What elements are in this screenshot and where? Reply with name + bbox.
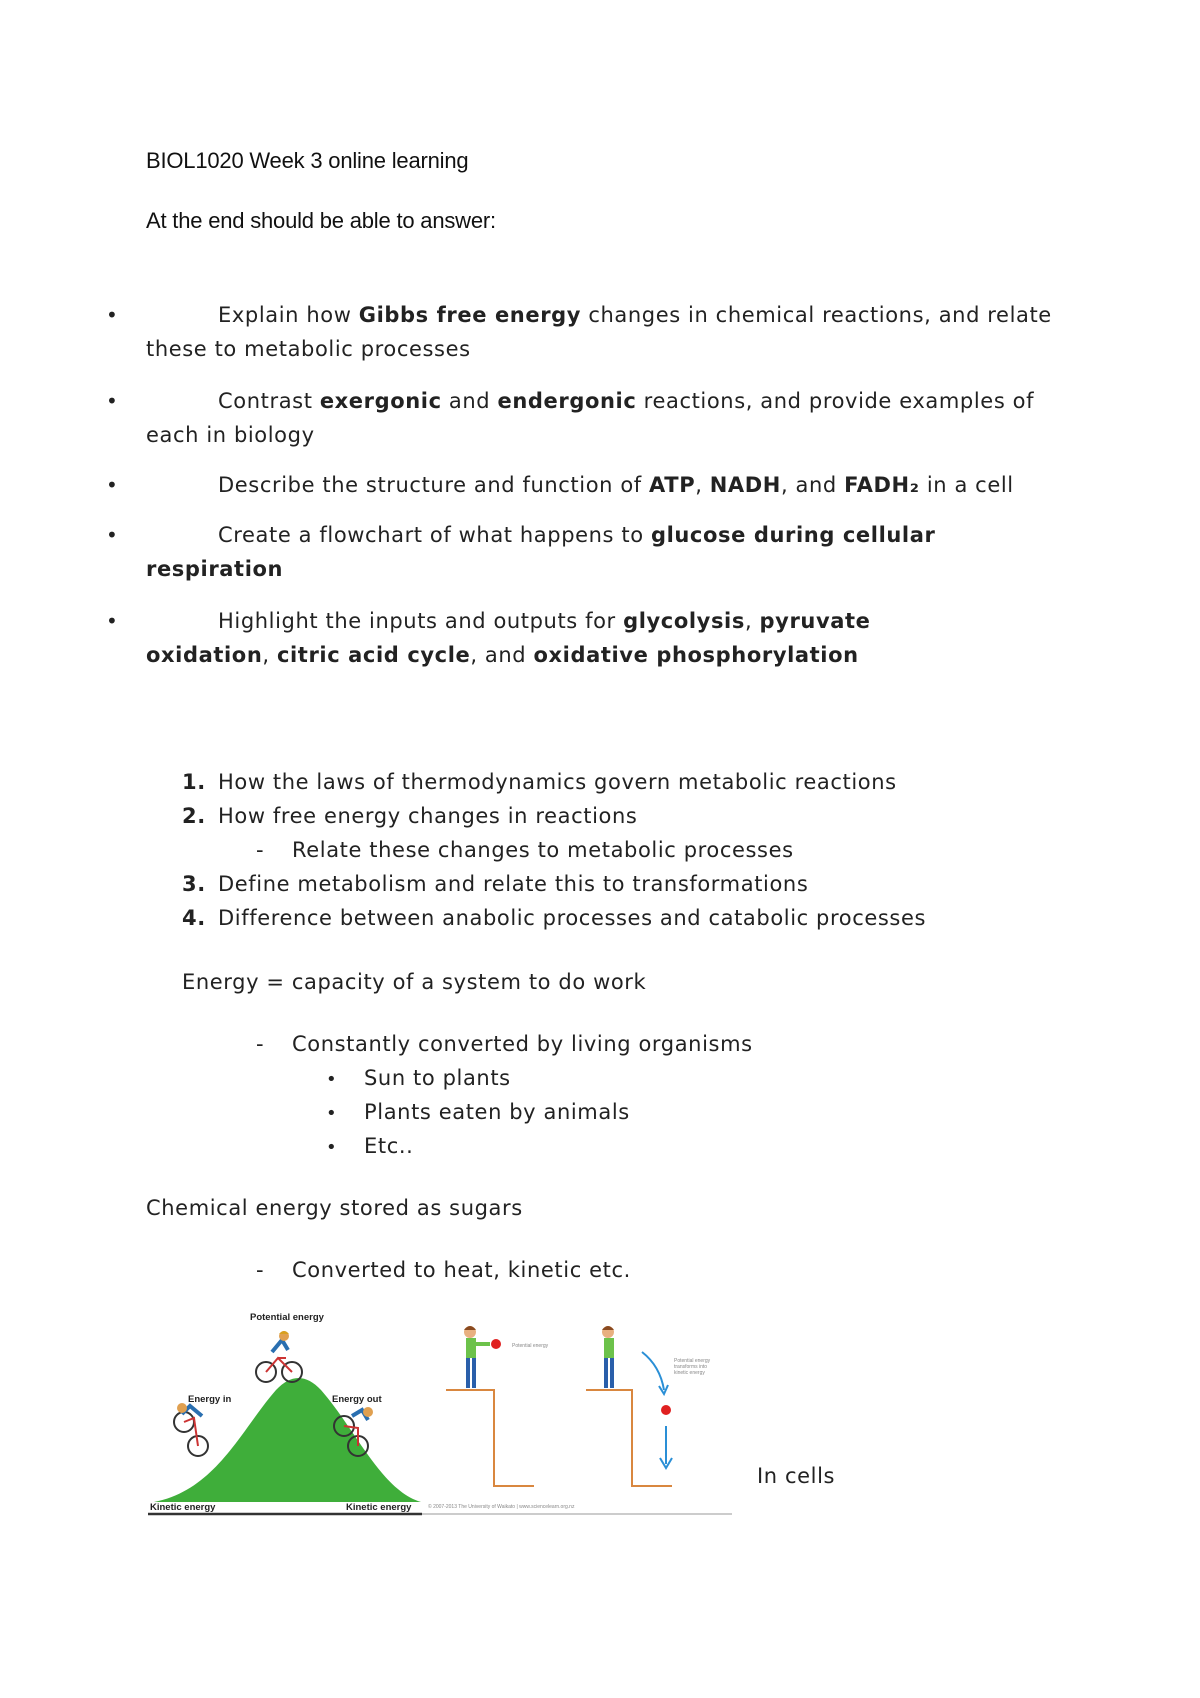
numbered-sub-item	[256, 838, 794, 862]
chemical-dash-item	[256, 1258, 631, 1282]
bullet-marker: •	[326, 1137, 338, 1158]
energy-figure	[146, 1310, 732, 1520]
bullet-marker: •	[326, 1103, 338, 1124]
objective-text: these to metabolic processes	[146, 337, 471, 361]
bold-term: Gibbs free energy	[358, 303, 582, 327]
energy-definition: Energy = capacity of a system to do work	[182, 970, 647, 994]
bold-term: glycolysis	[623, 609, 745, 633]
objective-line-2	[146, 552, 1086, 586]
objective-text: , and	[781, 473, 845, 497]
ledge-right	[586, 1390, 672, 1486]
dash-marker: -	[256, 838, 265, 862]
objective-line-1	[146, 518, 1086, 552]
bullet-marker: •	[106, 389, 119, 413]
label-potential-energy: Potential energy	[250, 1312, 324, 1323]
objective-line-2	[146, 332, 1086, 366]
chemical-energy-line: Chemical energy stored as sugars	[146, 1196, 523, 1220]
bullet-marker: •	[106, 303, 119, 327]
bold-term: NADH	[709, 473, 781, 497]
item-number: 2.	[182, 804, 206, 828]
falling-ball	[661, 1405, 671, 1415]
bold-term: endergonic	[497, 389, 637, 413]
numbered-item-3	[182, 872, 808, 896]
item-text: Etc..	[364, 1134, 414, 1158]
dash-marker: -	[256, 1258, 265, 1282]
objective-text: Describe the structure and function of	[218, 473, 650, 497]
cyclist-left-icon	[174, 1403, 208, 1456]
energy-bullet-1	[326, 1066, 511, 1090]
dash-marker: -	[256, 1032, 265, 1056]
bold-term: oxidative phosphorylation	[533, 643, 859, 667]
ledge-left	[446, 1390, 534, 1486]
bullet-marker: •	[106, 609, 119, 633]
objective-text: ,	[695, 473, 710, 497]
objective-text: in a cell	[919, 473, 1014, 497]
objective-text: and	[441, 389, 498, 413]
bold-term: FADH₂	[844, 473, 920, 497]
objective-line-1	[146, 298, 1086, 332]
bullet-marker: •	[326, 1069, 338, 1090]
label-kinetic-right: Kinetic energy	[346, 1502, 412, 1513]
energy-bullet-2	[326, 1100, 630, 1124]
label-transform-2: transforms into	[674, 1364, 708, 1370]
label-energy-in: Energy in	[188, 1394, 232, 1405]
item-text: Sun to plants	[364, 1066, 511, 1090]
bold-term: ATP	[649, 473, 696, 497]
objective-line-2	[146, 418, 1086, 452]
figure-copyright: © 2007-2013 The University of Waikato | www.sciencelearn.org.nz	[428, 1504, 575, 1510]
bold-term: glucose during cellular	[650, 523, 936, 547]
objective-line-1	[146, 468, 1086, 502]
objective-item-5	[106, 604, 1086, 672]
objective-item-3	[106, 468, 1086, 502]
objective-text: Contrast	[218, 389, 320, 413]
objective-text: ,	[262, 643, 277, 667]
objective-text: each in biology	[146, 423, 315, 447]
energy-dash-item	[256, 1032, 753, 1056]
item-text: How the laws of thermodynamics govern metabolic reactions	[218, 770, 897, 794]
objective-text: Create a flowchart of what happens to	[218, 523, 651, 547]
label-transform-3: kinetic energy	[674, 1370, 705, 1376]
item-number: 1.	[182, 770, 206, 794]
bold-term: oxidation	[146, 643, 263, 667]
item-text: How free energy changes in reactions	[218, 804, 638, 828]
item-text: Constantly converted by living organisms	[292, 1032, 753, 1056]
item-text: Define metabolism and relate this to transformations	[218, 872, 809, 896]
objective-line-1	[146, 604, 1086, 638]
numbered-item-1	[182, 770, 897, 794]
objective-text: changes in chemical reactions, and relate	[581, 303, 1052, 327]
bold-term: exergonic	[319, 389, 442, 413]
item-text: Relate these changes to metabolic processes	[292, 838, 794, 862]
item-text: Converted to heat, kinetic etc.	[292, 1258, 631, 1282]
bold-term: citric acid cycle	[276, 643, 471, 667]
numbered-item-4	[182, 906, 926, 930]
bold-term: pyruvate	[759, 609, 871, 633]
label-potential-small: Potential energy	[512, 1343, 549, 1349]
objective-text: Explain how	[218, 303, 359, 327]
objective-text: Highlight the inputs and outputs for	[218, 609, 624, 633]
energy-figure-svg	[146, 1310, 732, 1520]
item-number: 3.	[182, 872, 206, 896]
item-text: Difference between anabolic processes and catabolic processes	[218, 906, 927, 930]
item-text: Plants eaten by animals	[364, 1100, 630, 1124]
bullet-marker: •	[106, 523, 119, 547]
document-subtitle: At the end should be able to answer:	[146, 208, 496, 233]
document-title: BIOL1020 Week 3 online learning	[146, 148, 469, 173]
objective-line-2	[146, 638, 1086, 672]
label-kinetic-left: Kinetic energy	[150, 1502, 216, 1513]
bold-term: respiration	[146, 557, 284, 581]
objective-text: , and	[470, 643, 534, 667]
in-cells-label: In cells	[757, 1464, 836, 1488]
objective-line-1	[146, 384, 1086, 418]
girl-dropped-ball-icon	[602, 1326, 614, 1388]
cyclist-top-icon	[256, 1331, 302, 1382]
objective-item-4	[106, 518, 1086, 586]
label-transform-1: Potential energy	[674, 1358, 711, 1364]
objective-text: reactions, and provide examples of	[636, 389, 1035, 413]
label-energy-out: Energy out	[332, 1394, 382, 1405]
girl-holding-ball-icon	[464, 1326, 501, 1388]
curved-arrow-icon	[642, 1352, 664, 1390]
bullet-marker: •	[106, 473, 119, 497]
energy-bullet-3	[326, 1134, 413, 1158]
objective-item-1	[106, 298, 1086, 366]
item-number: 4.	[182, 906, 206, 930]
objective-item-2	[106, 384, 1086, 452]
numbered-item-2	[182, 804, 637, 828]
objective-text: ,	[744, 609, 760, 633]
